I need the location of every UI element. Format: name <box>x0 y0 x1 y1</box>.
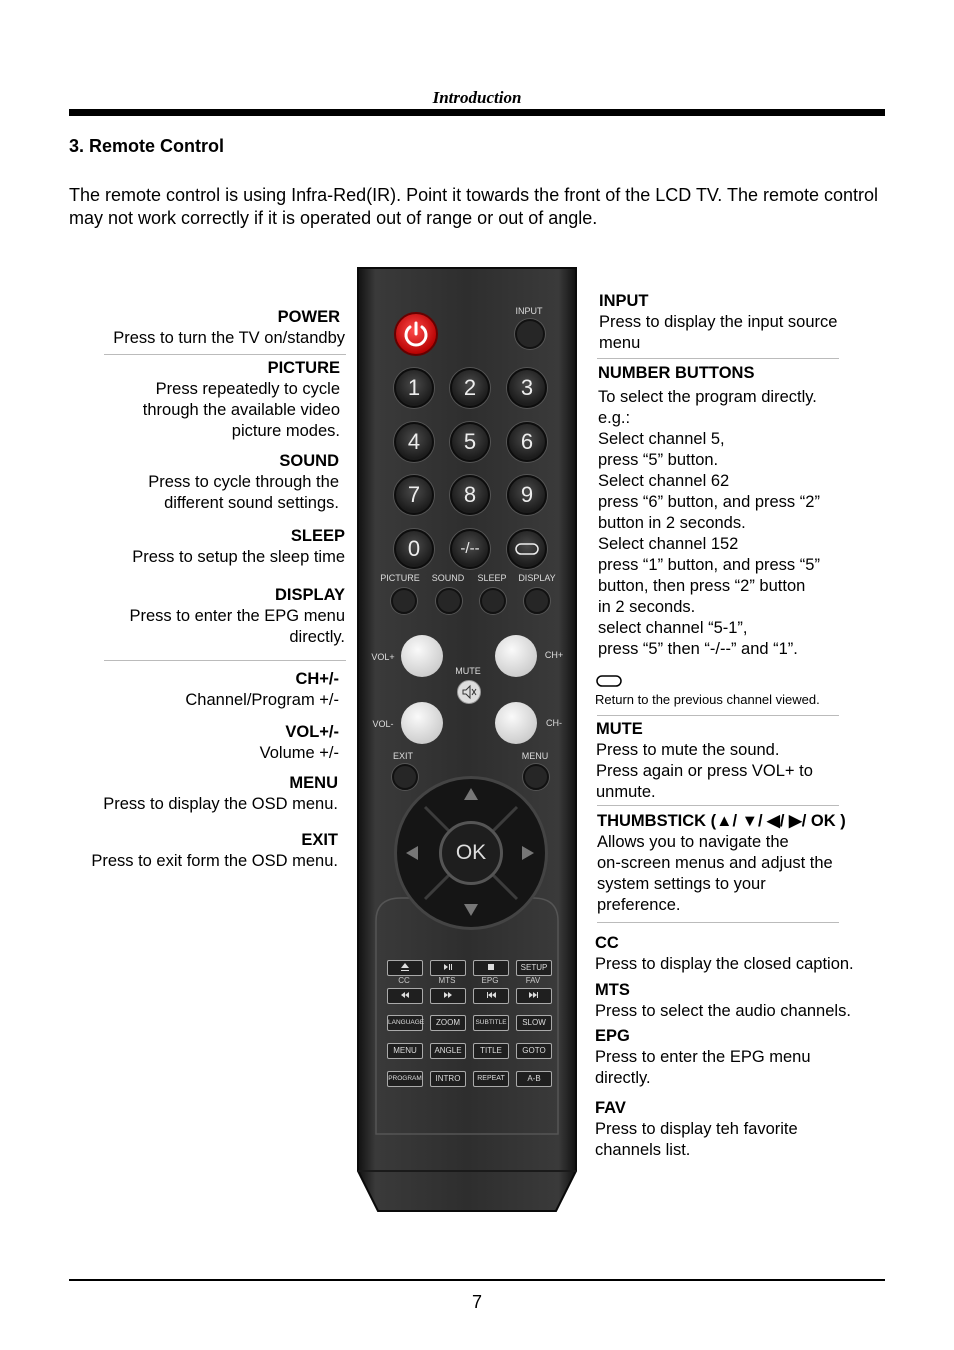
input-button[interactable] <box>515 319 545 349</box>
epg-desc-line: directly. <box>595 1069 651 1087</box>
play-pause-button[interactable] <box>430 960 466 976</box>
input-label: INPUT <box>515 306 543 316</box>
mute-icon <box>458 681 480 703</box>
fast-forward-icon <box>441 989 455 1001</box>
thumbstick-desc-line: on-screen menus and adjust the <box>597 854 833 872</box>
number-line: To select the program directly. <box>598 388 817 406</box>
mute-desc-line: Press again or press VOL+ to <box>596 762 813 780</box>
cc-callout <box>595 933 895 975</box>
thumbstick-desc-line: system settings to your <box>597 875 766 893</box>
exit-label: EXIT <box>392 751 413 761</box>
goto-button[interactable]: GOTO <box>516 1043 552 1059</box>
ch-minus-button[interactable] <box>495 702 537 744</box>
number-line: press “5” button. <box>598 451 719 469</box>
menu-desc: Press to display the OSD menu. <box>103 795 338 813</box>
digit-1-button[interactable]: 1 <box>394 368 434 408</box>
number-buttons-callout <box>598 363 888 660</box>
page-header: Introduction <box>432 88 522 107</box>
dash-button[interactable]: -/-- <box>450 529 490 569</box>
display-label: DISPLAY <box>518 573 556 583</box>
power-title: POWER <box>277 308 340 326</box>
input-title: INPUT <box>599 292 649 310</box>
digit-4-button[interactable]: 4 <box>394 422 434 462</box>
fav-label: FAV <box>525 976 541 985</box>
mts-callout <box>595 980 895 1022</box>
title-button[interactable]: TITLE <box>473 1043 509 1059</box>
exit-desc: Press to exit form the OSD menu. <box>91 852 338 870</box>
fav-desc-line: Press to display teh favorite <box>595 1120 798 1138</box>
repeat-button[interactable]: REPEAT <box>473 1071 509 1087</box>
mute-desc-line: unmute. <box>596 783 656 801</box>
divider <box>104 660 346 661</box>
menu-title: MENU <box>289 774 338 792</box>
power-callout <box>90 307 345 349</box>
sound-label: SOUND <box>431 573 465 583</box>
digit-0-button[interactable]: 0 <box>394 529 434 569</box>
digit-5-button[interactable]: 5 <box>450 422 490 462</box>
stop-icon <box>484 961 498 973</box>
display-button[interactable] <box>524 588 550 614</box>
picture-button[interactable] <box>391 588 417 614</box>
fav-callout <box>595 1098 895 1161</box>
next-icon <box>527 989 541 1001</box>
language-button[interactable]: LANGUAGE <box>387 1015 423 1031</box>
power-button[interactable] <box>394 312 438 356</box>
number-line: Select channel 152 <box>598 535 739 553</box>
vol-title: VOL+/- <box>285 723 339 741</box>
previous-button[interactable] <box>473 988 509 1004</box>
sound-button[interactable] <box>436 588 462 614</box>
page-number: 7 <box>471 1292 482 1312</box>
vol-minus-label: VOL- <box>372 719 394 729</box>
sound-desc-line: different sound settings. <box>164 494 339 512</box>
slow-button[interactable]: SLOW <box>516 1015 552 1031</box>
ch-callout <box>90 669 339 711</box>
number-line: press “6” button, and press “2” <box>598 493 820 511</box>
power-icon <box>396 314 436 354</box>
exit-callout <box>70 830 338 872</box>
header-rule <box>69 109 885 116</box>
vol-callout <box>90 722 339 764</box>
vol-plus-label: VOL+ <box>371 652 395 662</box>
picture-title: PICTURE <box>267 359 340 377</box>
thumbstick-desc-line: preference. <box>597 896 681 914</box>
power-desc: Press to turn the TV on/standby <box>113 329 345 347</box>
footer-rule <box>69 1279 885 1281</box>
display-callout <box>90 585 345 648</box>
input-callout <box>599 291 889 354</box>
digit-7-button[interactable]: 7 <box>394 475 434 515</box>
thumbstick-desc-line: Allows you to navigate the <box>597 833 789 851</box>
mute-label: MUTE <box>455 666 481 676</box>
ch-minus-label: CH- <box>546 718 562 728</box>
eject-button[interactable] <box>387 960 423 976</box>
ch-desc: Channel/Program +/- <box>185 691 339 709</box>
digit-9-button[interactable]: 9 <box>507 475 547 515</box>
divider <box>104 354 346 355</box>
digit-2-button[interactable]: 2 <box>450 368 490 408</box>
vol-minus-button[interactable] <box>401 702 443 744</box>
sleep-callout <box>90 526 345 568</box>
number-buttons-title: NUMBER BUTTONS <box>598 364 755 382</box>
cc-label: CC <box>398 976 410 985</box>
sound-title: SOUND <box>279 452 339 470</box>
sound-callout <box>90 451 339 514</box>
menu-callout <box>80 773 338 815</box>
picture-callout <box>90 358 340 442</box>
number-line: button in 2 seconds. <box>598 514 746 532</box>
sound-desc-line: Press to cycle through the <box>148 473 339 491</box>
divider <box>597 805 839 806</box>
menu-label: MENU <box>521 751 549 761</box>
display-desc-line: Press to enter the EPG menu <box>129 607 345 625</box>
sleep-desc: Press to setup the sleep time <box>132 548 345 566</box>
sleep-button[interactable] <box>480 588 506 614</box>
return-desc: Return to the previous channel viewed. <box>595 692 820 707</box>
number-line: press “1” button, and press “5” <box>598 556 820 574</box>
section-title: 3. Remote Control <box>69 136 225 156</box>
stop-button[interactable] <box>473 960 509 976</box>
remote-control-illustration <box>356 266 578 1216</box>
rewind-icon <box>398 989 412 1001</box>
ok-button[interactable]: OK <box>439 821 503 885</box>
divider <box>597 715 839 716</box>
divider <box>597 922 839 923</box>
sleep-title: SLEEP <box>290 527 345 545</box>
epg-desc-line: Press to enter the EPG menu <box>595 1048 811 1066</box>
return-icon <box>596 674 624 688</box>
mts-desc: Press to select the audio channels. <box>595 1002 851 1020</box>
epg-title: EPG <box>595 1027 630 1045</box>
digit-3-button[interactable]: 3 <box>507 368 547 408</box>
ch-plus-label: CH+ <box>544 650 564 660</box>
program-button[interactable]: PROGRAM <box>387 1071 423 1087</box>
zoom-button[interactable]: ZOOM <box>430 1015 466 1031</box>
return-button[interactable] <box>507 529 547 569</box>
setup-button[interactable]: SETUP <box>516 960 552 976</box>
thumbstick-callout <box>597 811 897 916</box>
divider <box>597 358 839 359</box>
number-line: select channel “5-1”, <box>598 619 748 637</box>
mts-title: MTS <box>595 981 630 999</box>
cc-title: CC <box>595 934 619 952</box>
mute-title: MUTE <box>596 720 643 738</box>
menu-key-button[interactable]: MENU <box>387 1043 423 1059</box>
thumbstick[interactable] <box>394 776 548 930</box>
eject-icon <box>398 961 412 973</box>
next-button[interactable] <box>516 988 552 1004</box>
epg-label: EPG <box>481 976 499 985</box>
subtitle-button[interactable]: SUBTITLE <box>473 1015 509 1031</box>
fav-title: FAV <box>595 1099 626 1117</box>
previous-icon <box>484 989 498 1001</box>
fast-forward-button[interactable] <box>430 988 466 1004</box>
intro-button[interactable]: INTRO <box>430 1071 466 1087</box>
sleep-label: SLEEP <box>477 573 507 583</box>
picture-label: PICTURE <box>380 573 420 583</box>
input-desc-line: menu <box>599 334 641 352</box>
number-line: in 2 seconds. <box>598 598 696 616</box>
left-arrow-icon[interactable] <box>406 846 418 860</box>
return-icon <box>509 531 545 567</box>
cc-desc: Press to display the closed caption. <box>595 955 854 973</box>
ab-button[interactable]: A-B <box>516 1071 552 1087</box>
mute-button[interactable] <box>457 680 481 704</box>
number-line: Select channel 62 <box>598 472 730 490</box>
picture-desc-line: picture modes. <box>231 422 340 440</box>
number-line: button, then press “2” button <box>598 577 806 595</box>
display-desc-line: directly. <box>289 628 345 646</box>
digit-8-button[interactable]: 8 <box>450 475 490 515</box>
rewind-button[interactable] <box>387 988 423 1004</box>
exit-title: EXIT <box>301 831 338 849</box>
vol-plus-button[interactable] <box>401 635 443 677</box>
picture-desc-line: through the available video <box>142 401 340 419</box>
mute-desc-line: Press to mute the sound. <box>596 741 780 759</box>
intro-paragraph: The remote control is using Infra-Red(IR). Point it towards the front of the LCD TV. The remote control may not work correctly if it is operated out of range or out of angle. <box>69 185 879 228</box>
angle-button[interactable]: ANGLE <box>430 1043 466 1059</box>
digit-6-button[interactable]: 6 <box>507 422 547 462</box>
input-desc-line: Press to display the input source <box>599 313 838 331</box>
up-arrow-icon[interactable] <box>464 788 478 800</box>
down-arrow-icon[interactable] <box>464 904 478 916</box>
right-arrow-icon[interactable] <box>522 846 534 860</box>
display-title: DISPLAY <box>275 586 345 604</box>
thumbstick-title: THUMBSTICK (▲/ ▼/ ◀/ ▶/ OK ) <box>597 812 846 830</box>
picture-desc-line: Press repeatedly to cycle <box>155 380 340 398</box>
mts-label: MTS <box>438 976 456 985</box>
epg-callout <box>595 1026 895 1089</box>
ch-title: CH+/- <box>295 670 339 688</box>
number-line: press “5” then “-/--” and “1”. <box>598 640 798 658</box>
vol-desc: Volume +/- <box>259 744 339 762</box>
play-pause-icon <box>441 961 455 973</box>
mute-callout <box>596 719 886 803</box>
fav-desc-line: channels list. <box>595 1141 691 1159</box>
number-line: Select channel 5, <box>598 430 725 448</box>
number-line: e.g.: <box>598 409 631 427</box>
ch-plus-button[interactable] <box>495 635 537 677</box>
